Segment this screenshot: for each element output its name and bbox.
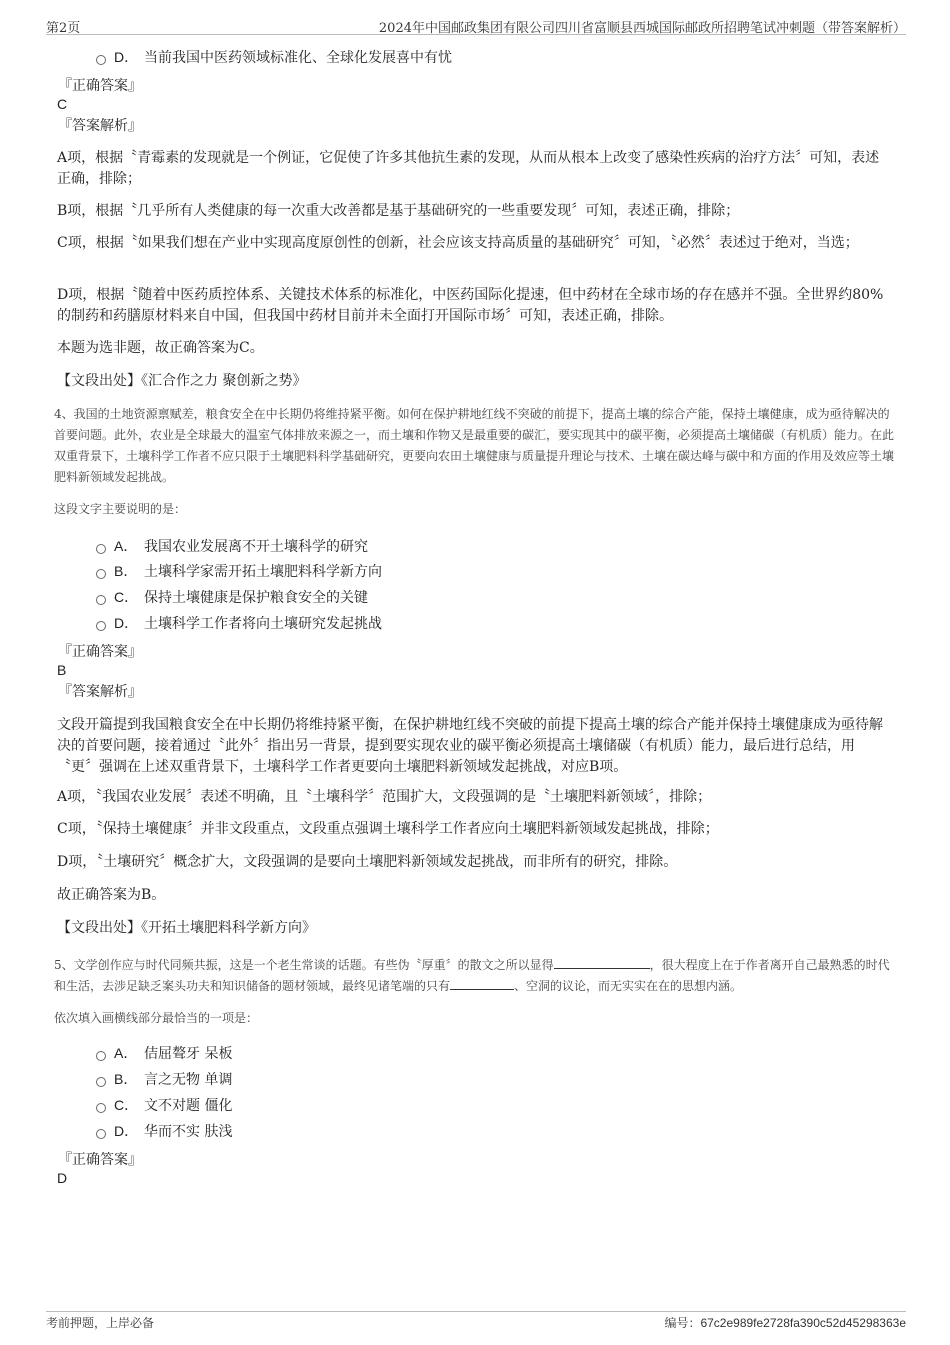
option-letter: A． — [114, 1045, 138, 1061]
q4-analysis-label: 『答案解析』 — [58, 684, 142, 700]
q4-answer-label: 『正确答案』 — [58, 644, 142, 660]
option-letter: D． — [114, 615, 139, 631]
q3-analysis-a: A项，根据〝青霉素的发现就是一个例证，它促使了许多其他抗生素的发现，从而从根本上改变了感染性疾病的治疗方法〞可知，表述正确，排除； — [57, 150, 880, 187]
q5-stem-part1: 5、文学创作应与时代同频共振，这是一个老生常谈的话题。有些伪〝厚重〞的散文之所以显得 — [54, 958, 554, 972]
q5-option-a[interactable] — [96, 1043, 232, 1063]
page-number: 第2页 — [46, 21, 81, 36]
option-text: 当前我国中医药领域标准化、全球化发展喜中有忧 — [144, 50, 452, 66]
radio-icon[interactable] — [96, 1051, 106, 1061]
q4-analysis-a: A项，〝我国农业发展〞表述不明确，且〝土壤科学〞范围扩大，文段强调的是〝土壤肥料新领域〞，排除； — [57, 789, 712, 805]
q5-stem — [54, 955, 898, 997]
option-letter: A． — [114, 538, 138, 554]
q3-analysis-c: C项，根据〝如果我们想在产业中实现高度原创性的创新，社会应该支持高质量的基础研究〞可知，〝必然〞表述过于绝对，当选； — [57, 235, 859, 251]
option-letter: B． — [114, 563, 138, 579]
q3-analysis-b: B项，根据〝几乎所有人类健康的每一次重大改善都是基于基础研究的一些重要发现〞可知，表述正确，排除； — [57, 203, 740, 219]
q5-prompt: 依次填入画横线部分最恰当的一项是： — [54, 1011, 259, 1025]
q4-answer: B — [57, 662, 67, 678]
radio-icon[interactable] — [96, 1103, 106, 1113]
radio-icon[interactable] — [96, 569, 106, 579]
q5-option-c[interactable] — [96, 1095, 232, 1115]
q5-option-d[interactable] — [96, 1121, 232, 1141]
q4-stem: 4、我国的土地资源禀赋差，粮食安全在中长期仍将维持紧平衡。如何在保护耕地红线不突破的前提下，提高土壤的综合产能，保持土壤健康，成为亟待解决的首要问题。此外，农业是全球最大的温室气体排放来源之一，而土壤和作物又是最重要的碳汇，要实现其中的碳平衡，必须提高土壤储碳（有机质）能力。在此双重背景下，土壤科学工作者不应只限于土壤肥料科学基础研究，更要向农田土壤健康与质量提升理论与技术、土壤在碳达峰与碳中和方面的作用及效应等土壤肥料新领域发起挑战。 — [54, 407, 895, 484]
option-text: 佶屈聱牙 呆板 — [144, 1046, 233, 1062]
option-letter: D． — [114, 49, 139, 65]
option-letter: C． — [114, 1097, 139, 1113]
q3-answer-label: 『正确答案』 — [58, 78, 142, 94]
option-text: 华而不实 肤浅 — [144, 1124, 233, 1140]
q5-answer-label: 『正确答案』 — [58, 1152, 142, 1168]
q4-analysis-c: C项，〝保持土壤健康〞并非文段重点，文段重点强调土壤科学工作者应向土壤肥料新领域发起挑战，排除； — [57, 821, 719, 837]
q3-analysis-d: D项，根据〝随着中医药质控体系、关键技术体系的标准化，中医药国际化提速，但中药材在全球市场的存在感并不强。全世界约80%的制药和药膳原材料来自中国，但我国中药材目前并未全面打开国际市场〞可知，表述正确，排除。 — [57, 287, 884, 324]
option-letter: B． — [114, 1071, 138, 1087]
q4-prompt: 这段文字主要说明的是： — [54, 502, 187, 516]
q4-analysis-main: 文段开篇提到我国粮食安全在中长期仍将维持紧平衡，在保护耕地红线不突破的前提下提高土壤的综合产能并保持土壤健康成为亟待解决的首要问题，接着通过〝此外〞指出另一背景，提到要实现农业的碳平衡必须提高土壤储碳（有机质）能力，最后进行总结，用〝更〞强调在上述双重背景下，土壤科学工作者更要向土壤肥料新领域发起挑战，对应B项。 — [57, 717, 883, 775]
radio-icon[interactable] — [96, 55, 106, 65]
radio-icon[interactable] — [96, 1077, 106, 1087]
q4-option-c[interactable] — [96, 587, 368, 607]
document-title: 2024年中国邮政集团有限公司四川省富顺县西城国际邮政所招聘笔试冲刺题（带答案解析） — [378, 21, 906, 36]
q5-blank-1 — [554, 956, 650, 969]
q3-conclusion: 本题为选非题，故正确答案为C。 — [57, 340, 264, 356]
footer-divider — [46, 1311, 906, 1312]
q5-answer: D — [57, 1170, 68, 1186]
q5-stem-part2: ，很大程度上在于作者离开自己最熟悉的时代和生活，去涉足缺乏案头功夫和知识储备的题材领域，最终见诸笔端的只有 — [54, 958, 890, 993]
q3-option-d[interactable] — [96, 47, 452, 67]
option-text: 我国农业发展离不开土壤科学的研究 — [144, 539, 368, 555]
q4-analysis-d: D项，〝土壤研究〞概念扩大，文段强调的是要向土壤肥料新领域发起挑战，而非所有的研究，排除。 — [57, 854, 678, 870]
q3-source: 【文段出处】《汇合作之力 聚创新之势》 — [57, 373, 307, 389]
option-text: 文不对题 僵化 — [144, 1098, 233, 1114]
q3-answer: C — [57, 96, 68, 112]
header-divider — [46, 34, 906, 35]
q4-conclusion: 故正确答案为B。 — [57, 887, 166, 903]
option-text: 保持土壤健康是保护粮食安全的关键 — [144, 590, 368, 606]
q4-option-a[interactable] — [96, 536, 368, 556]
option-text: 土壤科学家需开拓土壤肥料科学新方向 — [144, 564, 382, 580]
option-text: 土壤科学工作者将向土壤研究发起挑战 — [144, 616, 382, 632]
footer-code — [664, 1314, 906, 1331]
q5-blank-2 — [450, 977, 514, 990]
q5-option-b[interactable] — [96, 1069, 232, 1089]
footer-code-label: 编号： — [664, 1316, 701, 1330]
q4-source: 【文段出处】《开拓土壤肥料科学新方向》 — [57, 920, 316, 936]
option-text: 言之无物 单调 — [144, 1072, 233, 1088]
footer-slogan: 考前押题，上岸必备 — [46, 1316, 155, 1330]
option-letter: C． — [114, 589, 139, 605]
radio-icon[interactable] — [96, 1129, 106, 1139]
footer-code-value: 67c2e989fe2728fa390c52d45298363e — [700, 1316, 906, 1330]
radio-icon[interactable] — [96, 621, 106, 631]
q4-option-d[interactable] — [96, 613, 382, 633]
q4-option-b[interactable] — [96, 561, 382, 581]
q5-stem-part3: 、空洞的议论，而无实实在在的思想内涵。 — [514, 979, 743, 993]
radio-icon[interactable] — [96, 595, 106, 605]
option-letter: D． — [114, 1123, 139, 1139]
radio-icon[interactable] — [96, 544, 106, 554]
q3-analysis-label: 『答案解析』 — [58, 118, 142, 134]
